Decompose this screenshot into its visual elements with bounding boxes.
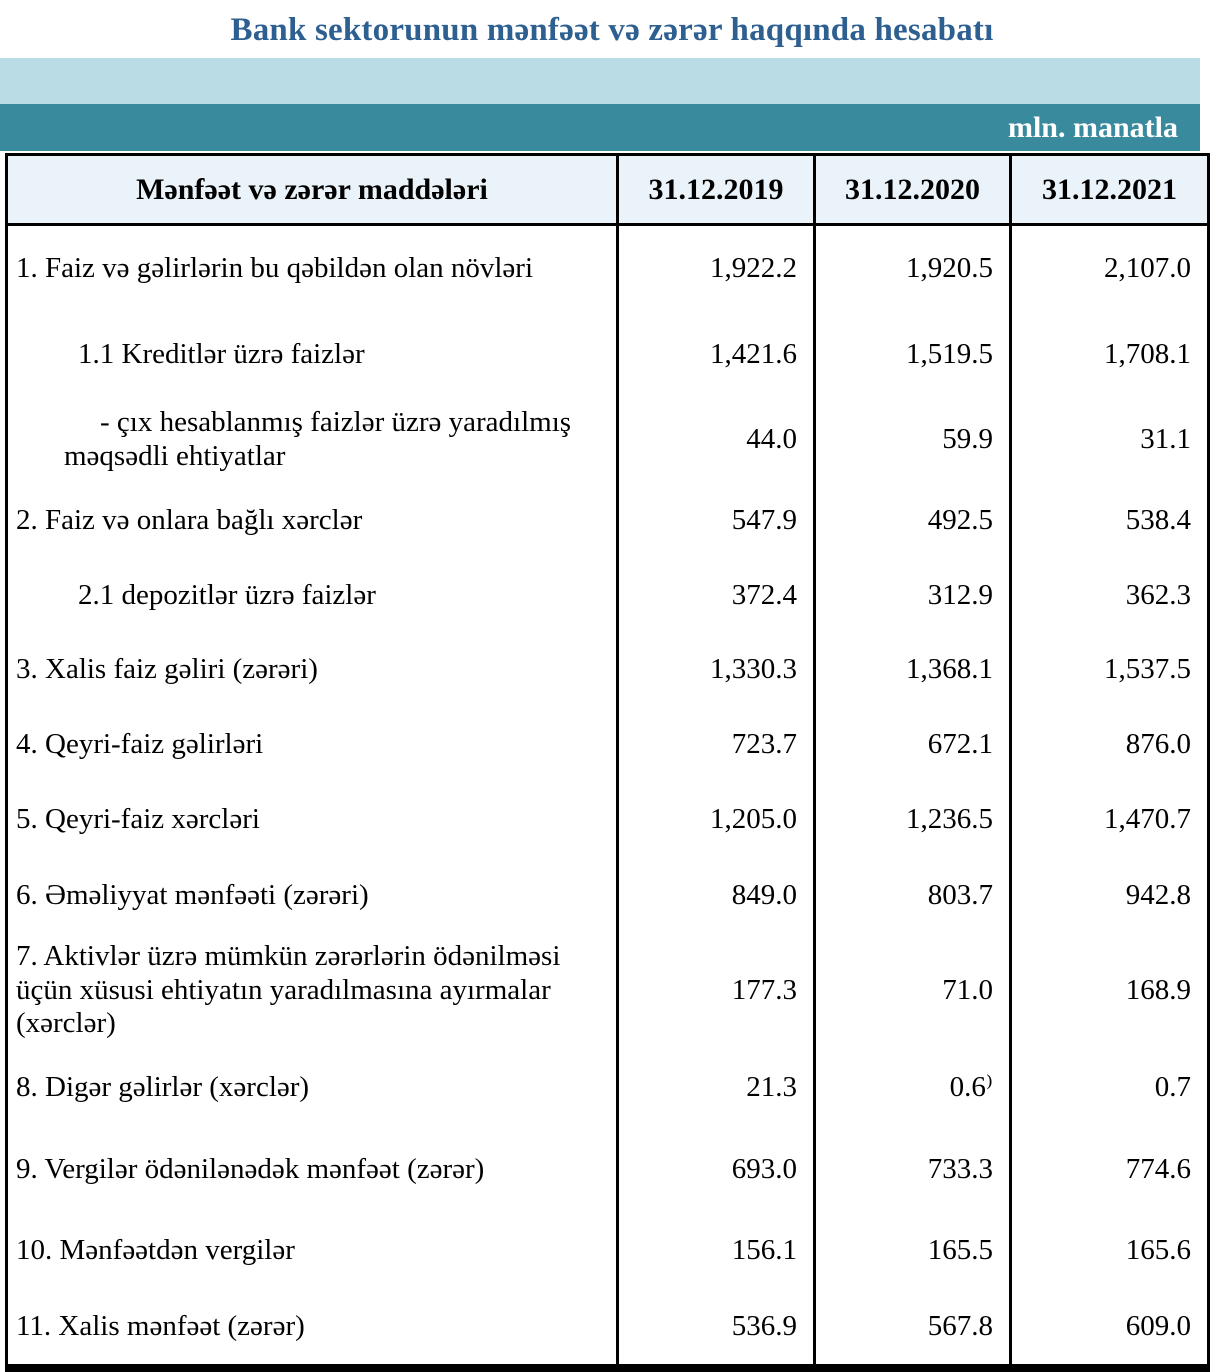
- value-cell: 1,236.5: [815, 783, 1011, 857]
- value-cell: 536.9: [618, 1291, 815, 1369]
- row-label: 2. Faiz və onlara bağlı xərclər: [16, 504, 363, 537]
- value-cell: 609.0: [1011, 1291, 1209, 1369]
- row-label: 1. Faiz və gəlirlərin bu qəbildən olan növləri: [16, 252, 534, 285]
- row-label: 8. Digər gəlirlər (xərclər): [16, 1070, 310, 1103]
- value-cell: 168.9: [1011, 935, 1209, 1047]
- pnl-table: [5, 153, 1210, 1372]
- value-cell: 1,922.2: [618, 225, 815, 313]
- value-cell: 1,368.1: [815, 633, 1011, 707]
- row-label: 11. Xalis mənfəət (zərər): [16, 1310, 305, 1343]
- column-header-2020: 31.12.2020: [815, 155, 1011, 225]
- column-header-2021: 31.12.2021: [1011, 155, 1209, 225]
- value-cell: 1,205.0: [618, 783, 815, 857]
- value-cell: 942.8: [1011, 857, 1209, 935]
- value-cell: 372.4: [618, 560, 815, 633]
- row-label: 4. Qeyri-faiz gəlirləri: [16, 727, 264, 760]
- page-title: Bank sektorunun mənfəət və zərər haqqında hesabatı: [230, 12, 994, 48]
- value-cell: 1,421.6: [618, 313, 815, 397]
- table-row: [7, 783, 1209, 857]
- value-cell: 165.6: [1011, 1211, 1209, 1291]
- value-cell: 567.8: [815, 1291, 1011, 1369]
- value-cell: 1,519.5: [815, 313, 1011, 397]
- value-cell: 165.5: [815, 1211, 1011, 1291]
- value-cell: 803.7: [815, 857, 1011, 935]
- table-row: [7, 1211, 1209, 1291]
- row-label: 2.1 depozitlər üzrə faizlər: [78, 579, 376, 612]
- table-row: [7, 633, 1209, 707]
- table-row: [7, 225, 1209, 313]
- table-row: [7, 1291, 1209, 1369]
- header-row: [7, 155, 1209, 225]
- row-label: 7. Aktivlər üzrə mümkün zərərlərin ödənilməsi üçün xüsusi ehtiyatın yaradılmasına ayırmalar (xərclər): [16, 940, 561, 1040]
- row-label: 3. Xalis faiz gəliri (zərəri): [16, 652, 318, 685]
- value-cell: 1,537.5: [1011, 633, 1209, 707]
- value-cell: 2,107.0: [1011, 225, 1209, 313]
- value-cell: 1,470.7: [1011, 783, 1209, 857]
- unit-band: [0, 104, 1200, 151]
- value-cell: 492.5: [815, 483, 1011, 560]
- table-row: [7, 707, 1209, 783]
- value-cell: 672.1: [815, 707, 1011, 783]
- table-row: [7, 313, 1209, 397]
- row-label: - çıx hesablanmış faizlər üzrə yaradılmış məqsədli ehtiyatlar: [64, 405, 572, 472]
- value-cell: 723.7: [618, 707, 815, 783]
- value-cell: 156.1: [618, 1211, 815, 1291]
- row-label: 1.1 Kreditlər üzrə faizlər: [78, 337, 365, 370]
- row-label: 9. Vergilər ödənilənədək mənfəət (zərər): [16, 1152, 485, 1185]
- value-cell: 1,920.5: [815, 225, 1011, 313]
- unit-label: mln. manatla: [1007, 111, 1178, 144]
- value-cell: 21.3: [618, 1047, 815, 1129]
- table-row: [7, 1047, 1209, 1129]
- table-row: [7, 1129, 1209, 1211]
- table-row: [7, 560, 1209, 633]
- column-header-2019: 31.12.2019: [618, 155, 815, 225]
- table-row: [7, 857, 1209, 935]
- value-cell: 0.6⁾: [815, 1047, 1011, 1129]
- value-cell: 774.6: [1011, 1129, 1209, 1211]
- value-cell: 44.0: [618, 397, 815, 483]
- table-row: [7, 483, 1209, 560]
- table-row: [7, 935, 1209, 1047]
- value-cell: 1,330.3: [618, 633, 815, 707]
- value-cell: 538.4: [1011, 483, 1209, 560]
- decorative-band-light: [0, 58, 1200, 104]
- column-header-items: Mənfəət və zərər maddələri: [7, 155, 618, 225]
- table-row: [7, 397, 1209, 483]
- value-cell: 59.9: [815, 397, 1011, 483]
- value-cell: 733.3: [815, 1129, 1011, 1211]
- value-cell: 849.0: [618, 857, 815, 935]
- value-cell: 693.0: [618, 1129, 815, 1211]
- table-header: [7, 155, 1209, 225]
- row-label: 5. Qeyri-faiz xərcləri: [16, 802, 260, 835]
- table-body: [7, 225, 1209, 1369]
- value-cell: 312.9: [815, 560, 1011, 633]
- value-cell: 0.7: [1011, 1047, 1209, 1129]
- value-cell: 177.3: [618, 935, 815, 1047]
- row-label: 6. Əməliyyat mənfəəti (zərəri): [16, 878, 369, 911]
- value-cell: 362.3: [1011, 560, 1209, 633]
- value-cell: 1,708.1: [1011, 313, 1209, 397]
- value-cell: 31.1: [1011, 397, 1209, 483]
- value-cell: 71.0: [815, 935, 1011, 1047]
- row-label: 10. Mənfəətdən vergilər: [16, 1233, 295, 1266]
- value-cell: 876.0: [1011, 707, 1209, 783]
- value-cell: 547.9: [618, 483, 815, 560]
